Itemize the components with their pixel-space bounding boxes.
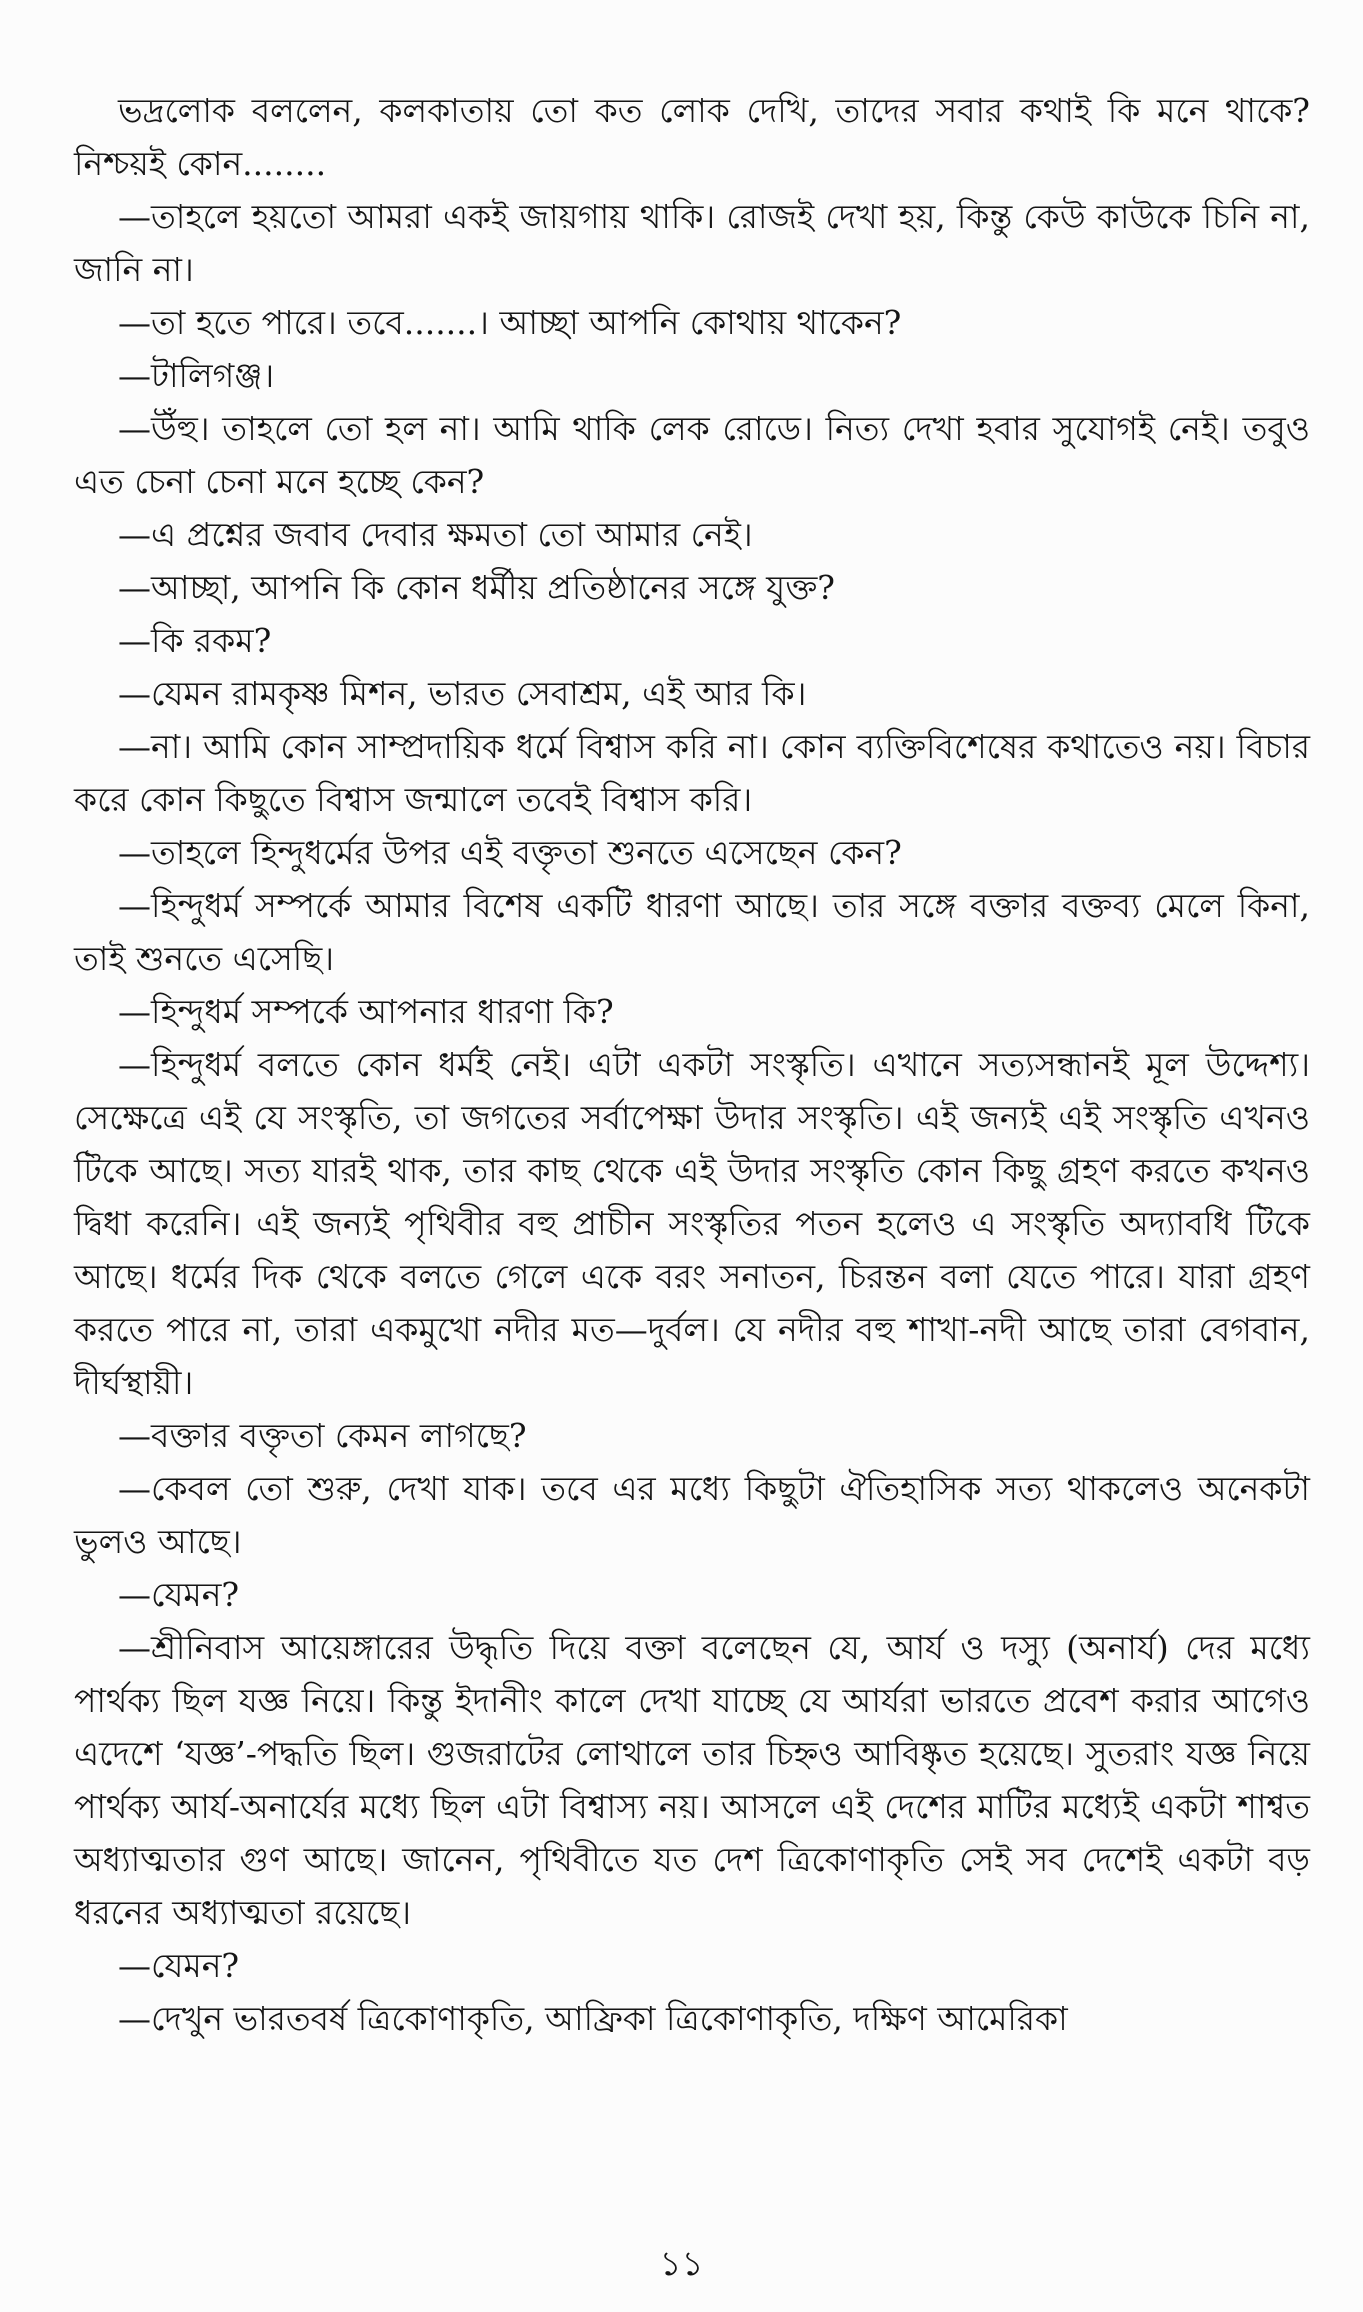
paragraph: —হিন্দুধর্ম সম্পর্কে আমার বিশেষ একটি ধারণা আছে। তার সঙ্গে বক্তার বক্তব্য মেলে কিনা, তাই শুনতে এসেছি। [74,886,1310,978]
paragraph: —উঁহু। তাহলে তো হল না। আমি থাকি লেক রোডে। নিত্য দেখা হবার সুযোগই নেই। তবুও এত চেনা চেনা মনে হচ্ছে কেন? [74,409,1310,501]
paragraph: —বক্তার বক্তৃতা কেমন লাগছে? [118,1416,527,1455]
paragraph: —কি রকম? [118,621,272,660]
paragraph: —তা হতে পারে। তবে.......। আচ্ছা আপনি কোথায় থাকেন? [118,303,902,342]
paragraph: —দেখুন ভারতবর্ষ ত্রিকোণাকৃতি, আফ্রিকা ত্রিকোণাকৃতি, দক্ষিণ আমেরিকা [118,1999,1068,2038]
paragraph: —কেবল তো শুরু, দেখা যাক। তবে এর মধ্যে কিছুটা ঐতিহাসিক সত্য থাকলেও অনেকটা ভুলও আছে। [74,1469,1310,1561]
paragraph: —শ্রীনিবাস আয়েঙ্গারের উদ্ধৃতি দিয়ে বক্তা বলেছেন যে, আর্য ও দস্যু (অনার্য) দের মধ্যে পার্থক্য ছিল যজ্ঞ নিয়ে। কিন্তু ইদানীং কালে দেখা যাচ্ছে যে আর্যরা ভারতে প্রবেশ করার আগেও এদেশে ‘যজ্ঞ’-পদ্ধতি ছিল। গুজরাটের লোথালে তার চিহ্নও আবিষ্কৃত হয়েছে। সুতরাং যজ্ঞ নিয়ে পার্থক্য আর্য-অনার্যের মধ্যে ছিল এটা বিশ্বাস্য নয়। আসলে এই দেশের মাটির মধ্যেই একটা শাশ্বত অধ্যাত্মতার গুণ আছে। জানেন, পৃথিবীতে যত দেশ ত্রিকোণাকৃতি সেই সব দেশেই একটা বড় ধরনের অধ্যাত্মতা রয়েছে। [74,1628,1310,1932]
page-body [74,84,1310,2224]
paragraph: —টালিগঞ্জ। [118,356,275,395]
paragraph: —হিন্দুধর্ম সম্পর্কে আপনার ধারণা কি? [118,992,614,1031]
paragraph: —হিন্দুধর্ম বলতে কোন ধর্মই নেই। এটা একটা সংস্কৃতি। এখানে সত্যসন্ধানই মূল উদ্দেশ্য। সেক্ষেত্রে এই যে সংস্কৃতি, তা জগতের সর্বাপেক্ষা উদার সংস্কৃতি। এই জন্যই এই সংস্কৃতি এখনও টিকে আছে। সত্য যারই থাক, তার কাছ থেকে এই উদার সংস্কৃতি কোন কিছু গ্রহণ করতে কখনও দ্বিধা করেনি। এই জন্যই পৃথিবীর বহু প্রাচীন সংস্কৃতির পতন হলেও এ সংস্কৃতি অদ্যাবধি টিকে আছে। ধর্মের দিক থেকে বলতে গেলে একে বরং সনাতন, চিরন্তন বলা যেতে পারে। যারা গ্রহণ করতে পারে না, তারা একমুখো নদীর মত—দুর্বল। যে নদীর বহু শাখা-নদী আছে তারা বেগবান, দীর্ঘস্থায়ী। [74,1045,1310,1402]
paragraph: —না। আমি কোন সাম্প্রদায়িক ধর্মে বিশ্বাস করি না। কোন ব্যক্তিবিশেষের কথাতেও নয়। বিচার করে কোন কিছুতে বিশ্বাস জন্মালে তবেই বিশ্বাস করি। [74,727,1310,819]
paragraph: —তাহলে হয়তো আমরা একই জায়গায় থাকি। রোজই দেখা হয়, কিন্তু কেউ কাউকে চিনি না, জানি না। [74,197,1310,289]
paragraph: ভদ্রলোক বললেন, কলকাতায় তো কত লোক দেখি, তাদের সবার কথাই কি মনে থাকে? নিশ্চয়ই কোন........ [74,91,1310,183]
page-number: ১১ [659,2244,704,2284]
paragraph: —যেমন রামকৃষ্ণ মিশন, ভারত সেবাশ্রম, এই আর কি। [118,674,807,713]
paragraph: —যেমন? [118,1946,240,1985]
paragraph: —তাহলে হিন্দুধর্মের উপর এই বক্তৃতা শুনতে এসেছেন কেন? [118,833,902,872]
paragraph: —আচ্ছা, আপনি কি কোন ধর্মীয় প্রতিষ্ঠানের সঙ্গে যুক্ত? [118,568,835,607]
paragraph: —যেমন? [118,1575,240,1614]
paragraph: —এ প্রশ্নের জবাব দেবার ক্ষমতা তো আমার নেই। [118,515,753,554]
